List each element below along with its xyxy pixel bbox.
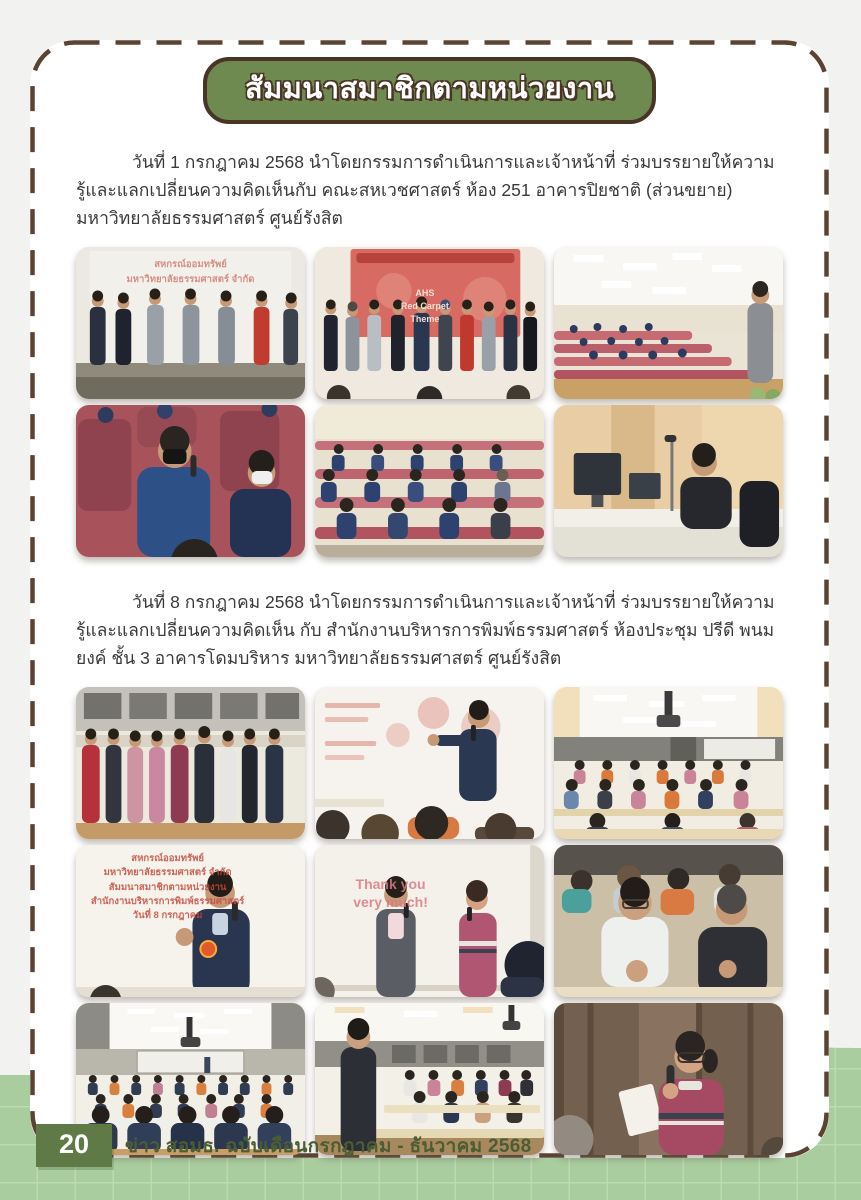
photo-art — [76, 845, 305, 997]
photo-jul8-1 — [76, 687, 305, 839]
photo-jul1-6 — [554, 405, 783, 557]
photo-jul1-2 — [315, 247, 544, 399]
photo-jul1-5 — [315, 405, 544, 557]
photo-jul1-4 — [76, 405, 305, 557]
page-footer — [36, 1124, 531, 1167]
photo-jul8-2 — [315, 687, 544, 839]
paragraph-event-jul8: วันที่ 8 กรกฎาคม 2568 นำโดยกรรมการดำเนินการและเจ้าหน้าที่ ร่วมบรรยายให้ความรู้และแลกเปลี่ยนความคิดเห็น กับ สำนักงานบริหารการพิมพ์ธรรมศาสตร์ ห้องประชุม ปรีดี พนมยงค์ ชั้น 3 อาคารโดมบริหาร มหาวิทยาลัยธรรมศาสตร์ ศูนย์รังสิต — [76, 592, 775, 668]
photo-jul8-3 — [554, 687, 783, 839]
photo-jul8-5 — [315, 845, 544, 997]
photo-screen-text: สหกรณ์ออมทรัพย์ มหาวิทยาลัยธรรมศาสตร์ จำกัด สัมมนาสมาชิกตามหน่วยงาน สำนักงานบริหารการพิมพ์ธรรมศาสตร์ วันที่ 8 กรกฎาคม — [90, 853, 245, 921]
photo-art — [315, 687, 544, 839]
photo-art — [315, 845, 544, 997]
photo-jul8-4 — [76, 845, 305, 997]
photo-jul1-3 — [554, 247, 783, 399]
photo-screen-text: สหกรณ์ออมทรัพย์ มหาวิทยาลัยธรรมศาสตร์ จำกัด — [126, 259, 255, 286]
photo-art — [315, 247, 544, 399]
photo-art — [315, 405, 544, 557]
photo-art — [554, 247, 783, 399]
photo-jul8-9 — [554, 1003, 783, 1155]
photo-jul8-6 — [554, 845, 783, 997]
content-card — [30, 40, 829, 1158]
photo-art — [554, 687, 783, 839]
photo-art — [554, 845, 783, 997]
photo-grid-jul1 — [76, 247, 783, 557]
page-title-banner — [203, 57, 656, 124]
photo-grid-jul8 — [76, 687, 783, 1155]
page-number: 20 — [36, 1124, 112, 1167]
photo-art — [76, 247, 305, 399]
photo-art — [554, 405, 783, 557]
photo-art — [76, 687, 305, 839]
paragraph-event-jul1: วันที่ 1 กรกฎาคม 2568 นำโดยกรรมการดำเนินการและเจ้าหน้าที่ ร่วมบรรยายให้ความรู้และแลกเปลี่ยนความคิดเห็นกับ คณะสหเวชศาสตร์ ห้อง 251 อาคารปิยชาติ (ส่วนขยาย) มหาวิทยาลัยธรรมศาสตร์ ศูนย์รังสิต — [76, 152, 775, 228]
page-title: สัมมนาสมาชิกตามหน่วยงาน — [244, 73, 615, 105]
photo-screen-text: Thank you very much! — [353, 876, 428, 911]
photo-jul1-1 — [76, 247, 305, 399]
title-banner-wrap — [30, 40, 829, 124]
footer-text: ข่าว สอมธ. ฉบับเดือนกรกฎาคม - ธันวาคม 2568 — [125, 1135, 532, 1157]
card-content — [30, 40, 829, 1155]
photo-art — [76, 405, 305, 557]
photo-screen-text: AHS Red Carpet Theme — [400, 288, 449, 325]
photo-art — [554, 1003, 783, 1155]
